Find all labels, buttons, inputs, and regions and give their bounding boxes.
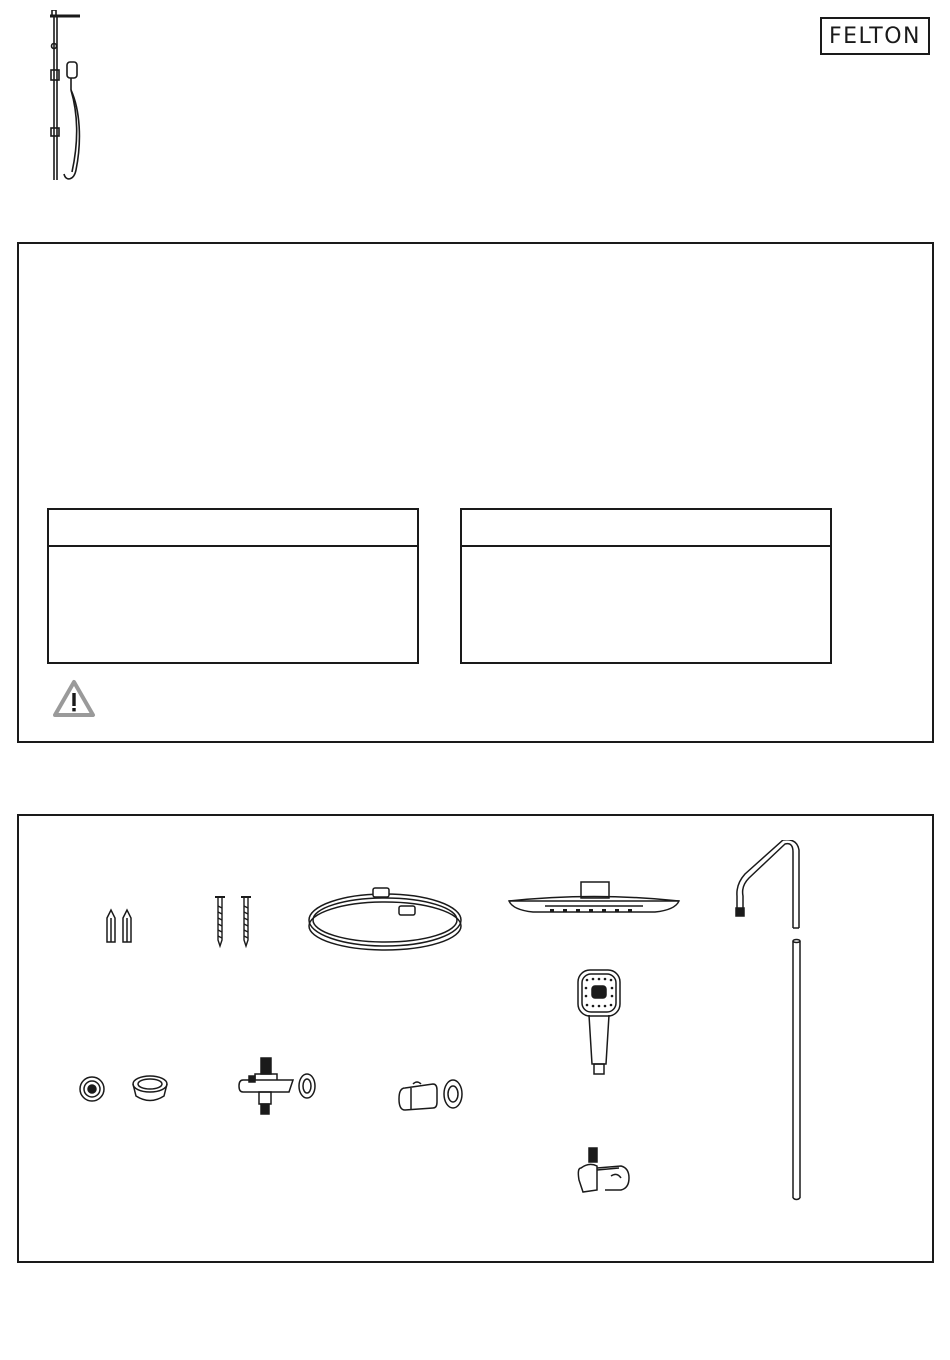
screw-icon — [211, 894, 255, 950]
wall-plug-icon — [103, 908, 137, 948]
gooseneck-arm-icon — [735, 840, 805, 930]
shower-hose-icon — [305, 882, 465, 954]
spec-table-right — [460, 508, 832, 664]
warning-triangle-icon — [51, 678, 97, 720]
hose-washer-icon — [77, 1074, 107, 1104]
wall-cover-cap-icon — [129, 1072, 171, 1106]
riser-rail-icon — [789, 938, 805, 1202]
slide-holder-icon — [575, 1146, 635, 1198]
spec-table-header — [462, 510, 830, 547]
info-panel — [17, 242, 934, 743]
diverter-icon — [233, 1056, 317, 1120]
product-thumbnail — [40, 10, 110, 190]
shower-head-icon — [505, 876, 683, 920]
parts-panel — [17, 814, 934, 1263]
spec-table-left — [47, 508, 419, 664]
brand-logo: FELTON — [820, 17, 930, 55]
wall-bracket-icon — [397, 1076, 467, 1116]
hand-shower-icon — [575, 968, 623, 1080]
spec-table-header — [49, 510, 417, 547]
